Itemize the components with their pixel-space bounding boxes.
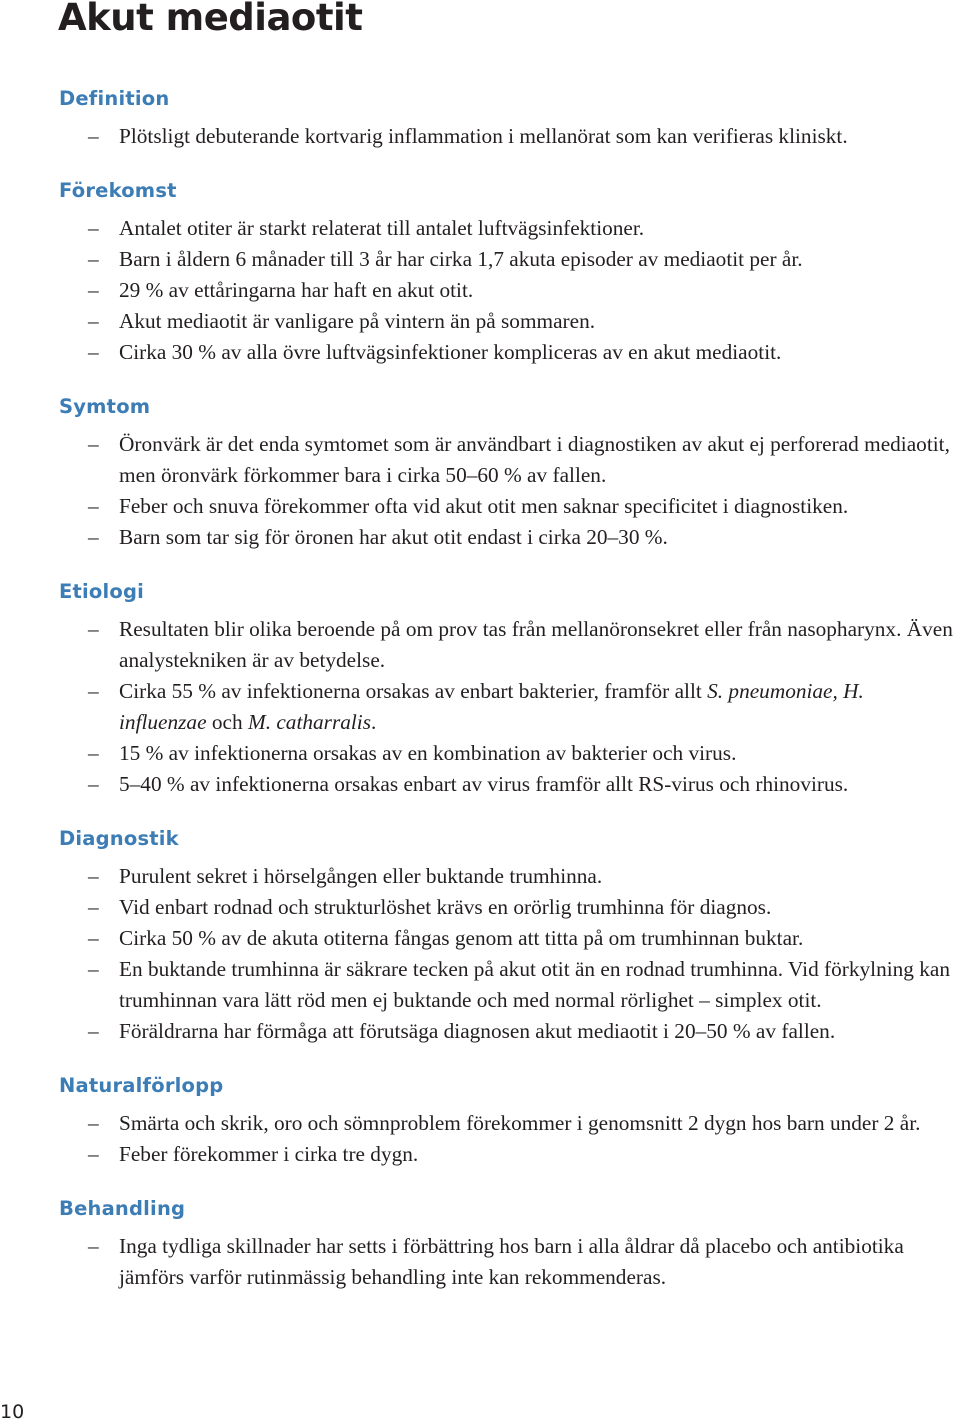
section-heading: Etiologi — [59, 580, 145, 603]
dash-marker: – — [88, 278, 99, 302]
bullet-text: Cirka 50 % av de akuta otiterna fångas genom att titta på om trumhinnan buktar. — [119, 926, 804, 950]
dash-marker: – — [88, 957, 99, 981]
section-heading: Förekomst — [59, 179, 177, 202]
bullet-item — [0, 769, 960, 800]
page-title: Akut mediaotit — [58, 0, 363, 39]
section-symtom — [0, 392, 960, 553]
dash-marker: – — [88, 679, 99, 703]
bullet-text: Feber förekommer i cirka tre dygn. — [119, 1142, 419, 1166]
document-body — [0, 84, 960, 1317]
dash-marker: – — [88, 926, 99, 950]
dash-marker: – — [88, 1234, 99, 1258]
dash-marker: – — [88, 617, 99, 641]
bullet-text: Smärta och skrik, oro och sömnproblem förekommer i genomsnitt 2 dygn hos barn under 2 år. — [119, 1111, 921, 1135]
section-heading: Diagnostik — [59, 827, 179, 850]
bullet-item — [0, 614, 960, 676]
page-number: 10 — [0, 1401, 25, 1423]
dash-marker: – — [88, 1111, 99, 1135]
dash-marker: – — [88, 741, 99, 765]
bullet-item — [0, 275, 960, 306]
bullet-text: Cirka 55 % av infektionerna orsakas av enbart bakterier, framför allt — [119, 679, 708, 703]
section-heading: Naturalförlopp — [59, 1074, 224, 1097]
italic-text: S. pneumoniae, H. influenzae — [119, 679, 864, 734]
bullet-text: Öronvärk är det enda symtomet som är användbart i diagnostiken av akut ej perforerad mediaotit, men öronvärk förkommer bara i cirka 50–60 % av fallen. — [119, 432, 950, 487]
bullet-text: Akut mediaotit är vanligare på vintern än på sommaren. — [119, 309, 596, 333]
bullet-item — [0, 491, 960, 522]
bullet-list — [0, 614, 960, 800]
bullet-text: Vid enbart rodnad och strukturlöshet krävs en orörlig trumhinna för diagnos. — [119, 895, 772, 919]
section-behandling — [0, 1194, 960, 1293]
bullet-text: Purulent sekret i hörselgången eller buktande trumhinna. — [119, 864, 603, 888]
bullet-text: Barn i åldern 6 månader till 3 år har cirka 1,7 akuta episoder av mediaotit per år. — [119, 247, 803, 271]
italic-text: M. catharralis — [247, 710, 372, 734]
bullet-list — [0, 429, 960, 553]
bullet-text: och — [206, 710, 248, 734]
dash-marker: – — [88, 432, 99, 456]
bullet-item — [0, 337, 960, 368]
bullet-item — [0, 1231, 960, 1293]
bullet-text: Föräldrarna har förmåga att förutsäga diagnosen akut mediaotit i 20–50 % av fallen. — [119, 1019, 836, 1043]
bullet-list — [0, 1108, 960, 1170]
bullet-item — [0, 1108, 960, 1139]
bullet-list — [0, 121, 960, 152]
dash-marker: – — [88, 340, 99, 364]
bullet-item — [0, 429, 960, 491]
bullet-list — [0, 861, 960, 1047]
section-forekomst — [0, 176, 960, 368]
bullet-text: 15 % av infektionerna orsakas av en kombination av bakterier och virus. — [119, 741, 737, 765]
bullet-text: En buktande trumhinna är säkrare tecken på akut otit än en rodnad trumhinna. Vid förkylning kan trumhinnan vara lätt röd men ej buktande och med normal rörlighet – simplex otit. — [119, 957, 951, 1012]
dash-marker: – — [88, 772, 99, 796]
dash-marker: – — [88, 525, 99, 549]
section-definition — [0, 84, 960, 152]
bullet-item — [0, 1139, 960, 1170]
bullet-item — [0, 738, 960, 769]
dash-marker: – — [88, 216, 99, 240]
bullet-item — [0, 1016, 960, 1047]
bullet-item — [0, 861, 960, 892]
bullet-text: Cirka 30 % av alla övre luftvägsinfektioner kompliceras av en akut mediaotit. — [119, 340, 782, 364]
bullet-item — [0, 892, 960, 923]
dash-marker: – — [88, 1019, 99, 1043]
section-heading: Behandling — [59, 1197, 186, 1220]
section-diagnostik — [0, 824, 960, 1047]
bullet-text: Inga tydliga skillnader har setts i förbättring hos barn i alla åldrar då placebo och antibiotika jämförs varför rutinmässig behandling inte kan rekommenderas. — [119, 1234, 904, 1289]
bullet-text: 5–40 % av infektionerna orsakas enbart av virus framför allt RS-virus och rhinovirus. — [119, 772, 849, 796]
section-heading: Definition — [59, 87, 170, 110]
dash-marker: – — [88, 124, 99, 148]
bullet-item — [0, 923, 960, 954]
bullet-list — [0, 1231, 960, 1293]
dash-marker: – — [88, 309, 99, 333]
bullet-item — [0, 676, 960, 738]
dash-marker: – — [88, 494, 99, 518]
bullet-item — [0, 121, 960, 152]
bullet-text: . — [371, 710, 377, 734]
bullet-text: 29 % av ettåringarna har haft en akut otit. — [119, 278, 474, 302]
bullet-text: Barn som tar sig för öronen har akut otit endast i cirka 20–30 %. — [119, 525, 668, 549]
bullet-item — [0, 954, 960, 1016]
bullet-text: Antalet otiter är starkt relaterat till antalet luftvägsinfektioner. — [119, 216, 645, 240]
bullet-item — [0, 306, 960, 337]
dash-marker: – — [88, 864, 99, 888]
dash-marker: – — [88, 1142, 99, 1166]
section-heading: Symtom — [59, 395, 151, 418]
dash-marker: – — [88, 247, 99, 271]
bullet-text: Resultaten blir olika beroende på om prov tas från mellanöronsekret eller från nasopharynx. Även analystekniken är av betydelse. — [119, 617, 953, 672]
bullet-list — [0, 213, 960, 368]
bullet-item — [0, 213, 960, 244]
dash-marker: – — [88, 895, 99, 919]
bullet-item — [0, 244, 960, 275]
bullet-text: Feber och snuva förekommer ofta vid akut otit men saknar specificitet i diagnostiken. — [119, 494, 849, 518]
section-naturalforlopp — [0, 1071, 960, 1170]
bullet-text: Plötsligt debuterande kortvarig inflammation i mellanörat som kan verifieras kliniskt. — [119, 124, 848, 148]
section-etiologi — [0, 577, 960, 800]
bullet-item — [0, 522, 960, 553]
